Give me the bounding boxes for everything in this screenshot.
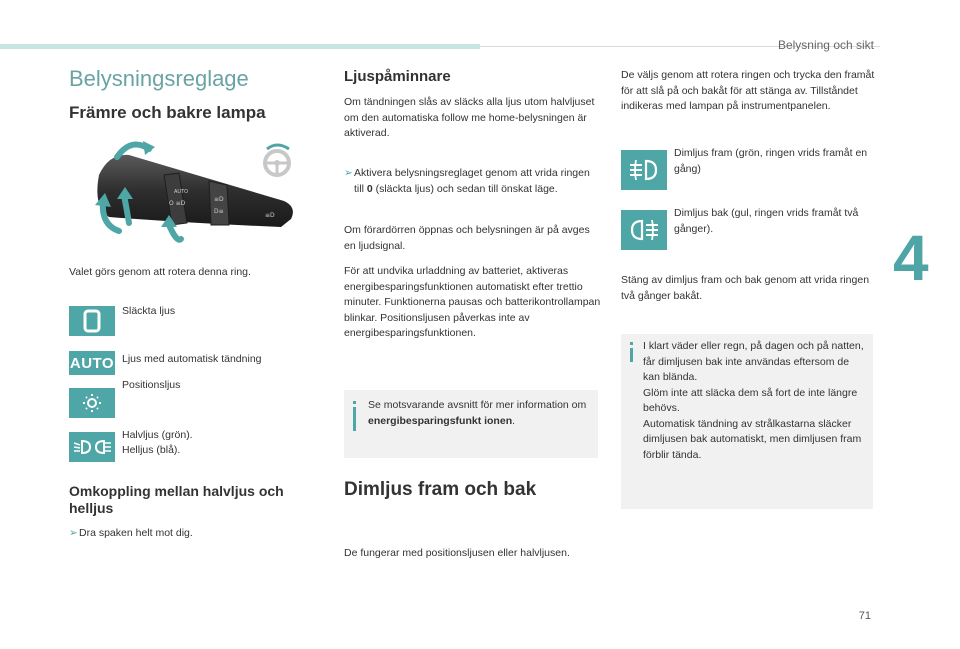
icon-label-main: Helljus (blå). [122, 444, 181, 456]
zero-icon [69, 306, 115, 336]
beam-switch-heading: Omkoppling mellan halvljus och helljus [69, 483, 284, 516]
rear-fog-icon [621, 210, 667, 250]
fog-lamp-heading: Dimljus fram och bak [344, 479, 537, 500]
ring-caption: Valet görs genom att rotera denna ring. [69, 266, 251, 278]
svg-text:O ≡D: O ≡D [169, 200, 186, 207]
front-fog-icon [621, 150, 667, 190]
icon-label-auto: Ljus med automatisk tändning [122, 353, 262, 365]
page-number: 71 [858, 610, 871, 622]
dipped-main-beam-icon [69, 432, 115, 462]
warning-note [621, 334, 873, 509]
svg-text:≡D: ≡D [214, 196, 224, 203]
reminder-paragraph-1: Om tändningen slås av släcks alla ljus utom halvljuset om den automatiska follow me home-belysningen är aktiverad. [344, 96, 595, 139]
chapter-title: Belysning och sikt [777, 38, 874, 52]
reminder-paragraph-3: För att undvika urladdning av batteriet, aktiveras energibesparingsfunktionen automatiskt efter trettio minuter. Funktionerna pausas och batterikontrollampan blinkar. Positionsljusen påverkas inte av energibesparingsfunktionen. [344, 265, 601, 339]
front-rear-lamp-heading: Främre och bakre lampa [69, 103, 266, 122]
info-note [344, 390, 598, 458]
warning-note-text: I klart väder eller regn, på dagen och på natten, får dimljusen bak inte användas eftersom de kan blända. Glöm inte att släcka dem så fort de inte längre behövs. Automatisk tändning av strålkastarna släcker dimljusen bak automatiskt, men dimljusen fram förblir tända. [643, 340, 864, 461]
section-heading: Belysningsreglage [69, 66, 249, 91]
bullet-icon: ➢ [69, 527, 78, 539]
reminder-instruction: ➢ Aktivera belysningsreglaget genom att vrida ringen till 0 (släckta ljus) och sedan till önskat läge. [344, 166, 602, 197]
lighting-stalk-illustration [69, 135, 321, 260]
bullet-icon: ➢ [344, 167, 353, 179]
reminder-paragraph-2: Om förardörren öppnas och belysningen är på avges en ljudsignal. [344, 224, 590, 252]
svg-text:D≡: D≡ [214, 208, 224, 215]
svg-text:AUTO: AUTO [174, 189, 189, 195]
info-note-text: Se motsvarande avsnitt för mer information om energibesparingsfunkt ionen. [368, 399, 587, 427]
info-icon [353, 401, 356, 404]
rear-fog-label: Dimljus bak (gul, ringen vrids framåt två gånger). [674, 207, 859, 235]
icon-label-dipped: Halvljus (grön). [122, 429, 193, 441]
info-icon [630, 342, 633, 345]
top-accent-bar [0, 44, 480, 49]
fog-off-paragraph: Stäng av dimljus fram och bak genom att vrida ringen två gånger bakåt. [621, 274, 870, 302]
icon-label-position: Positionsljus [122, 379, 181, 391]
front-fog-label: Dimljus fram (grön, ringen vrids framåt en gång) [674, 147, 868, 175]
svg-text:≡D: ≡D [265, 212, 275, 219]
beam-switch-instruction: ➢Dra spaken helt mot dig. [69, 526, 319, 542]
fog-select-paragraph: De väljs genom att rotera ringen och trycka den framåt för att slå på och bakåt för att stänga av. Tillståndet indikeras med lampan på instrumentpanelen. [621, 69, 875, 112]
reminder-heading: Ljuspåminnare [344, 68, 451, 85]
icon-label-off: Släckta ljus [122, 305, 176, 317]
chapter-number: 4 [893, 222, 929, 294]
position-light-icon [69, 388, 115, 418]
fog-lamp-text: De fungerar med positionsljusen eller halvljusen. [344, 547, 570, 559]
auto-icon: AUTO [69, 351, 115, 375]
